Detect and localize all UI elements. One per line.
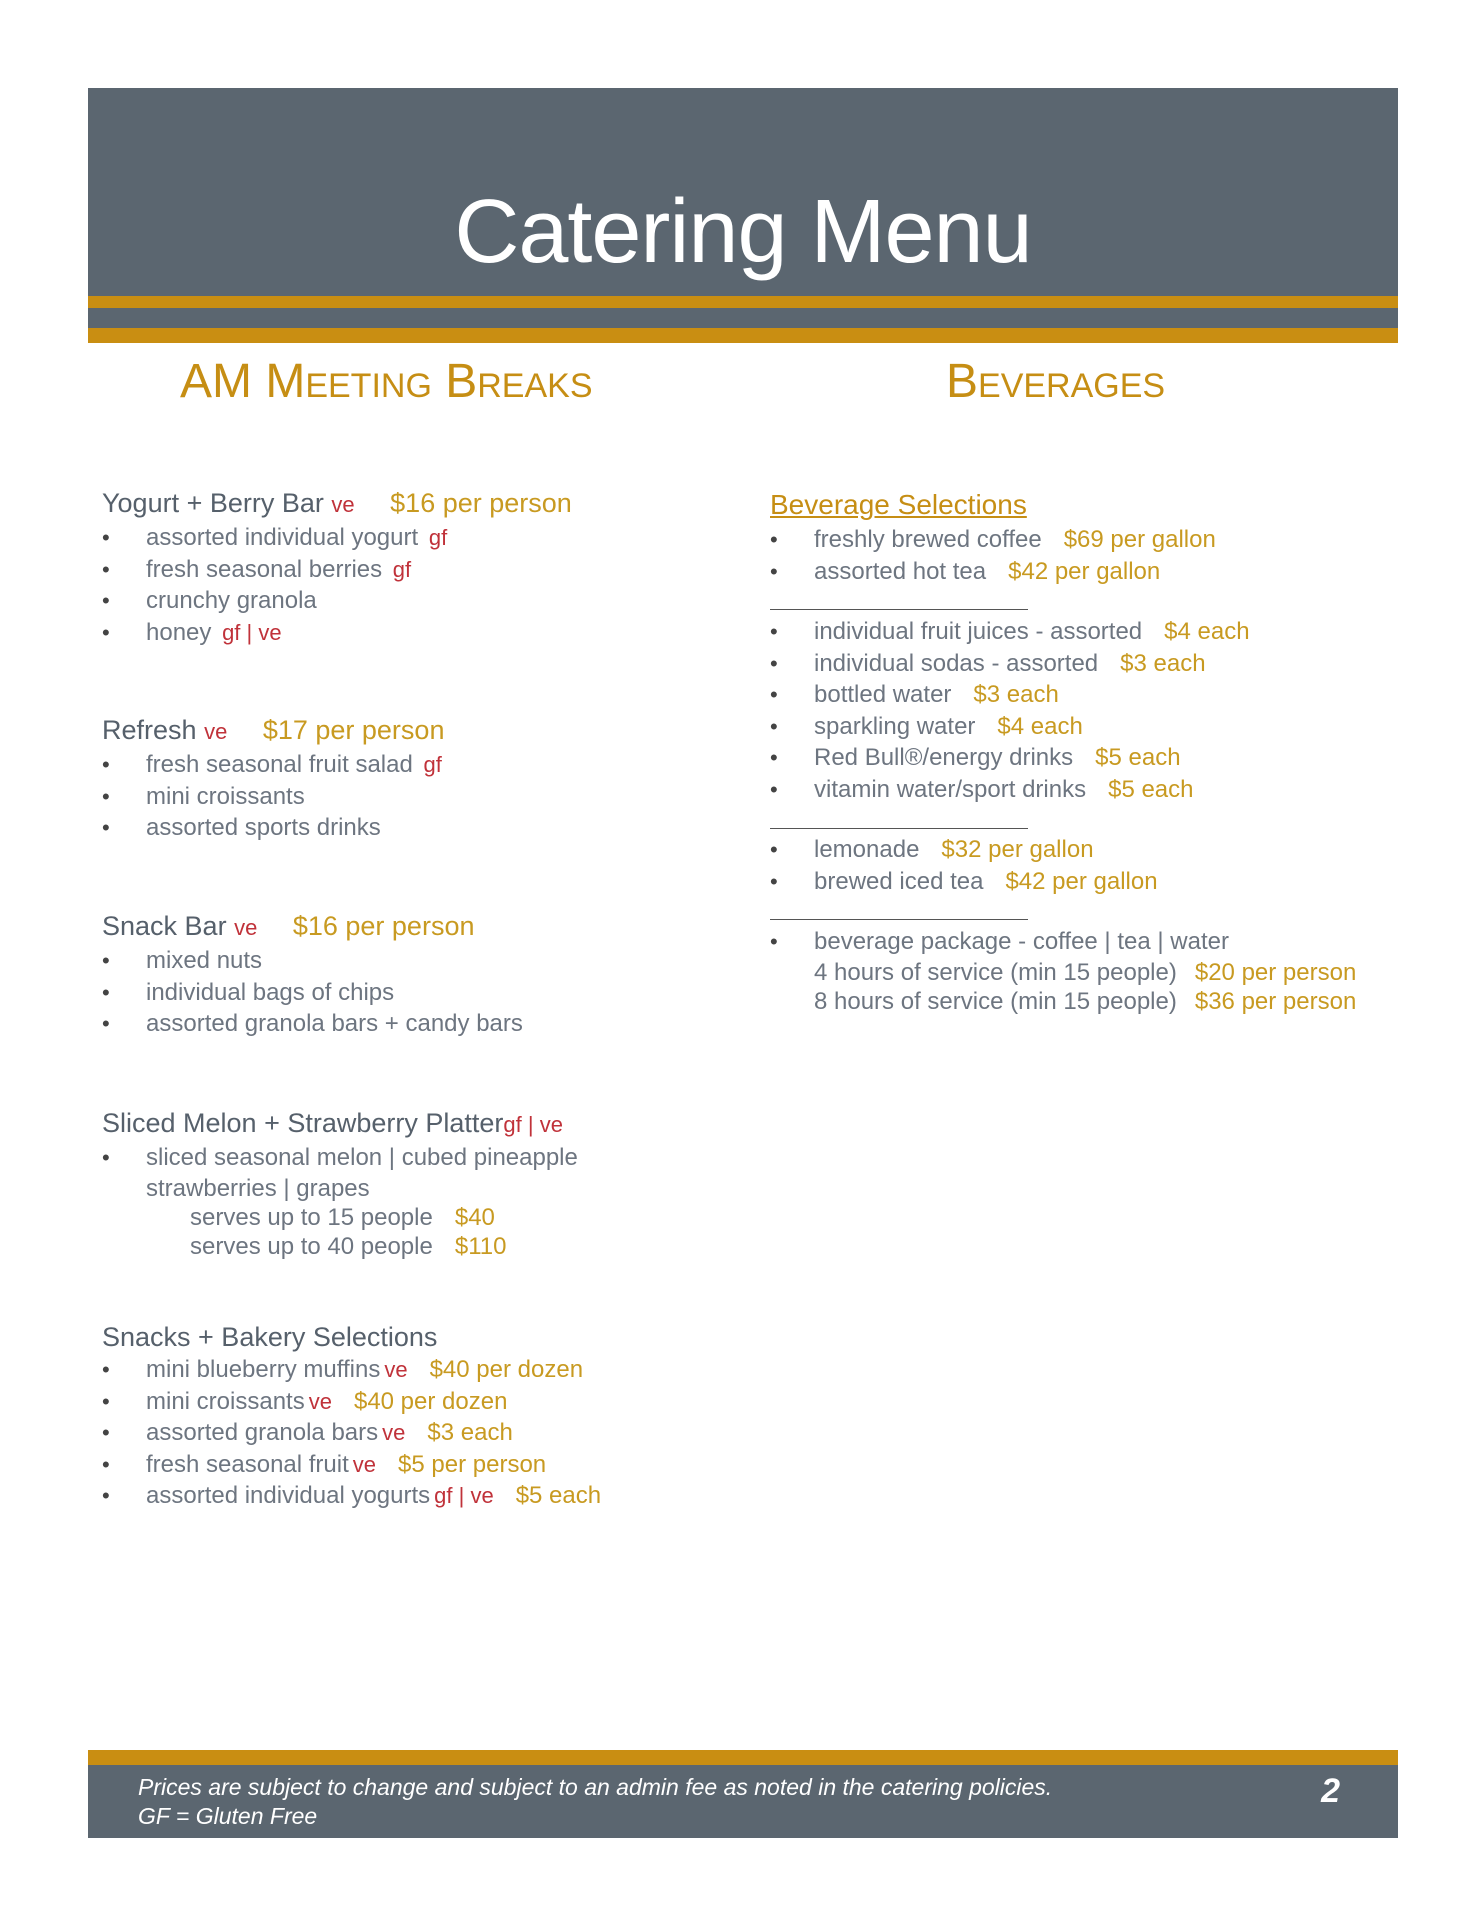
- price: $5 per person: [398, 1450, 547, 1478]
- list-item: • brewed iced tea $42 per gallon: [770, 866, 1410, 898]
- item-list: [102, 945, 742, 1040]
- diet-tag: ve: [204, 719, 228, 744]
- price: $40 per dozen: [353, 1387, 508, 1415]
- item-name: Snack Bar: [102, 911, 227, 941]
- page-title: Catering Menu: [454, 182, 1032, 282]
- diet-tag: gf: [392, 556, 412, 582]
- price: $17 per person: [262, 715, 445, 745]
- footer-note: [138, 1773, 1052, 1831]
- list-item: • assorted sports drinks: [102, 812, 742, 844]
- list-item: • vitamin water/sport drinks $5 each: [770, 774, 1410, 806]
- list-item: • bottled water $3 each: [770, 679, 1410, 711]
- list-item: • crunchy granola: [102, 585, 742, 617]
- price: $4 each: [1164, 618, 1250, 645]
- list-item: • assorted granola bars ve $3 each: [102, 1417, 742, 1449]
- item-list: [102, 1142, 742, 1174]
- beverage-package: [770, 926, 1410, 1016]
- price: $42 per gallon: [1005, 867, 1158, 895]
- price: $5 each: [1095, 744, 1181, 771]
- diet-tag: ve: [352, 1451, 377, 1477]
- menu-block-title: [102, 909, 742, 945]
- section-heading-beverages: Beverages: [946, 355, 1166, 408]
- price: $5 each: [1108, 775, 1194, 803]
- menu-block-title: [102, 486, 742, 522]
- header-accent-stripe: [88, 296, 1398, 308]
- diet-tag: ve: [308, 1388, 332, 1414]
- list-item: • fresh seasonal fruit ve $5 per person: [102, 1449, 742, 1481]
- list-item: • individual sodas - assorted $3 each: [770, 648, 1410, 680]
- price: $16 per person: [390, 488, 572, 518]
- menu-block-title: Snacks + Bakery Selections: [102, 1322, 438, 1352]
- list-item: • mixed nuts: [102, 945, 742, 977]
- serving-option: serves up to 40 people $110: [190, 1232, 507, 1260]
- item-list: [102, 749, 742, 844]
- price: $32 per gallon: [941, 836, 1094, 863]
- item-name: Sliced Melon + Strawberry Platter: [102, 1108, 504, 1138]
- list-item: • individual bags of chips: [102, 977, 742, 1009]
- item-name: Yogurt + Berry Bar: [102, 488, 324, 518]
- price: $20 per person: [1194, 958, 1357, 986]
- menu-block-melon-platter: [102, 1106, 742, 1261]
- footer-accent-stripe: [88, 1750, 1398, 1765]
- beverage-group-hot: [770, 524, 1410, 587]
- price: $3 each: [973, 681, 1059, 708]
- beverage-group-individual: [770, 616, 1410, 805]
- list-item: • sparkling water $4 each: [770, 711, 1410, 743]
- price: $110: [454, 1232, 507, 1260]
- footer-note-line: GF = Gluten Free: [138, 1803, 318, 1829]
- menu-block-title: [102, 1106, 742, 1142]
- diet-tag: gf: [423, 752, 442, 777]
- price: $69 per gallon: [1063, 526, 1216, 553]
- header-accent-stripe: [88, 328, 1398, 343]
- item-name: Refresh: [102, 715, 197, 745]
- diet-tag: gf | ve: [503, 1112, 563, 1137]
- menu-block-snacks-bakery: [102, 1320, 742, 1512]
- list-item: • beverage package - coffee | tea | water: [770, 926, 1410, 958]
- price: $4 each: [997, 712, 1083, 740]
- section-heading-am-breaks: AM Meeting Breaks: [180, 355, 593, 408]
- page-number: 2: [1321, 1772, 1340, 1810]
- list-item: • lemonade $32 per gallon: [770, 834, 1410, 866]
- list-item-continuation: strawberries | grapes: [146, 1174, 370, 1202]
- menu-block-yogurt-berry-bar: [102, 486, 742, 648]
- list-item: • Red Bull®/energy drinks $5 each: [770, 742, 1410, 774]
- price: $42 per gallon: [1008, 557, 1161, 585]
- price: $40 per dozen: [429, 1356, 584, 1383]
- list-item: • assorted individual yogurts gf | ve $5 each: [102, 1480, 742, 1512]
- diet-tag: gf | ve: [434, 1483, 494, 1508]
- item-list: [102, 1354, 742, 1512]
- list-item: • fresh seasonal fruit salad gf: [102, 749, 742, 781]
- beverage-group-gallon: [770, 834, 1410, 897]
- price: $40: [454, 1203, 495, 1231]
- menu-block-refresh: [102, 713, 742, 844]
- beverage-selections-heading: Beverage Selections: [770, 489, 1027, 520]
- diet-tag: gf | ve: [222, 619, 282, 645]
- list-item: • mini croissants ve $40 per dozen: [102, 1386, 742, 1418]
- menu-block-snack-bar: [102, 909, 742, 1040]
- list-item: • freshly brewed coffee $69 per gallon: [770, 524, 1410, 556]
- price: $3 each: [1120, 649, 1206, 677]
- list-item: • assorted hot tea $42 per gallon: [770, 556, 1410, 588]
- list-item: • mini croissants: [102, 781, 742, 813]
- package-option: 4 hours of service (min 15 people) $20 per person: [814, 958, 1357, 986]
- footer-note-line: Prices are subject to change and subject to an admin fee as noted in the catering policies.: [138, 1774, 1053, 1800]
- diet-tag: gf: [428, 525, 448, 550]
- list-item: • mini blueberry muffins ve $40 per dozen: [102, 1354, 742, 1386]
- list-item: • individual fruit juices - assorted $4 each: [770, 616, 1410, 648]
- diet-tag: ve: [331, 492, 355, 517]
- price: $3 each: [427, 1419, 513, 1446]
- divider: [770, 919, 1028, 920]
- divider: [770, 828, 1028, 829]
- price: $36 per person: [1194, 987, 1357, 1015]
- menu-block-title: [102, 713, 742, 749]
- price: $16 per person: [292, 911, 475, 941]
- price: $5 each: [515, 1482, 602, 1509]
- diet-tag: ve: [234, 915, 258, 940]
- item-list: [102, 522, 742, 648]
- list-item: • assorted individual yogurt gf: [102, 522, 742, 554]
- diet-tag: ve: [384, 1357, 408, 1382]
- divider: [770, 609, 1028, 610]
- diet-tag: ve: [382, 1420, 406, 1445]
- list-item: • sliced seasonal melon | cubed pineapple: [102, 1142, 742, 1174]
- package-option: 8 hours of service (min 15 people) $36 per person: [814, 987, 1357, 1015]
- serving-option: serves up to 15 people $40: [190, 1203, 495, 1231]
- list-item: • honey gf | ve: [102, 617, 742, 649]
- list-item: • assorted granola bars + candy bars: [102, 1008, 742, 1040]
- list-item: • fresh seasonal berries gf: [102, 554, 742, 586]
